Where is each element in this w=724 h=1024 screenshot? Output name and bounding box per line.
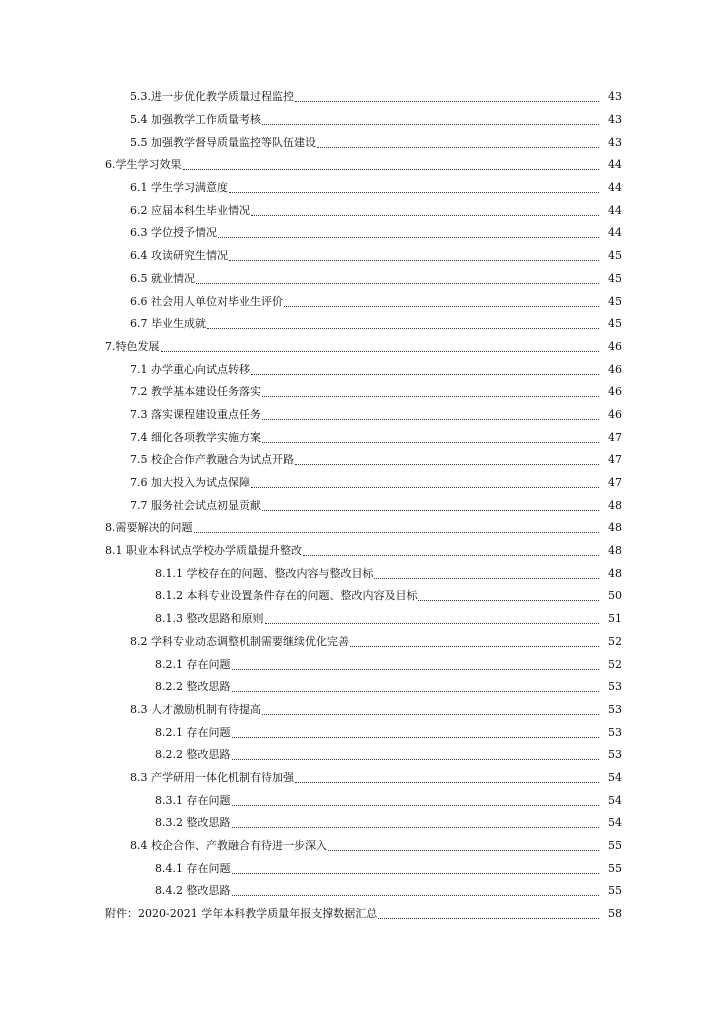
toc-entry[interactable] (0, 222, 724, 245)
toc-entry[interactable] (0, 699, 724, 722)
toc-dot-leader (295, 453, 599, 467)
toc-page-number: 52 (608, 657, 622, 671)
toc-entry-label: 7.1 办学重心向试点转移 (130, 362, 250, 376)
toc-page-number: 53 (608, 725, 622, 739)
toc-entry[interactable] (0, 789, 724, 812)
toc-dot-leader (262, 385, 599, 399)
toc-entry-label: 6.4 攻读研究生情况 (130, 249, 228, 263)
toc-entry[interactable] (0, 562, 724, 585)
toc-page-number: 51 (608, 612, 622, 626)
toc-dot-leader (232, 726, 600, 740)
toc-entry[interactable] (0, 268, 724, 291)
toc-dot-leader (374, 567, 599, 581)
toc-entry[interactable] (0, 290, 724, 313)
toc-dot-leader (251, 204, 599, 218)
toc-dot-leader (418, 589, 599, 603)
toc-page-number: 50 (608, 589, 622, 603)
toc-entry[interactable] (0, 199, 724, 222)
toc-entry-label: 8.2.2 整改思路 (155, 748, 231, 762)
toc-page-number: 54 (608, 816, 622, 830)
toc-dot-leader (284, 295, 599, 309)
toc-entry-label: 7.7 服务社会试点初显贡献 (130, 498, 261, 512)
toc-entry-label: 8.1 职业本科试点学校办学质量提升整改 (105, 544, 302, 558)
toc-page-number: 54 (608, 770, 622, 784)
toc-entry-label: 8.3 人才激励机制有待提高 (130, 702, 261, 716)
toc-dot-leader (232, 862, 600, 876)
toc-entry[interactable] (0, 880, 724, 903)
toc-page-number: 52 (608, 634, 622, 648)
toc-entry[interactable] (0, 767, 724, 790)
toc-page-number: 48 (608, 521, 622, 535)
toc-dot-leader (378, 907, 599, 921)
table-of-contents (0, 86, 724, 925)
toc-entry[interactable] (0, 631, 724, 654)
toc-entry-label: 7.2 教学基本建设任务落实 (130, 385, 261, 399)
toc-page-number: 43 (608, 90, 622, 104)
toc-dot-leader (265, 612, 600, 626)
toc-dot-leader (218, 226, 599, 240)
toc-page-number: 45 (608, 294, 622, 308)
toc-entry-label: 6.学生学习效果 (105, 158, 182, 172)
toc-entry-label: 8.2.2 整改思路 (155, 680, 231, 694)
toc-entry[interactable] (0, 676, 724, 699)
toc-entry[interactable] (0, 653, 724, 676)
toc-entry-label: 5.5 加强教学督导质量监控等队伍建设 (130, 135, 316, 149)
toc-entry-label: 7.特色发展 (105, 339, 160, 353)
toc-entry-label: 8.4.2 整改思路 (155, 884, 231, 898)
toc-entry-label: 8.1.2 本科专业设置条件存在的问题、整改内容及目标 (155, 589, 418, 603)
toc-entry-label: 8.1.3 整改思路和原则 (155, 612, 264, 626)
toc-entry-label: 6.7 毕业生成就 (130, 317, 206, 331)
toc-entry-label: 8.3 产学研用一体化机制有待加强 (130, 770, 294, 784)
toc-entry[interactable] (0, 472, 724, 495)
toc-entry-label: 7.3 落实课程建设重点任务 (130, 407, 261, 421)
toc-entry[interactable] (0, 903, 724, 926)
toc-entry-label: 6.2 应届本科生毕业情况 (130, 203, 250, 217)
toc-page-number: 44 (608, 158, 622, 172)
toc-entry[interactable] (0, 177, 724, 200)
toc-dot-leader (262, 431, 599, 445)
toc-dot-leader (317, 136, 599, 150)
toc-entry-label: 5.3.进一步优化教学质量过程监控 (130, 90, 294, 104)
toc-page-number: 43 (608, 135, 622, 149)
toc-page-number: 47 (608, 453, 622, 467)
toc-dot-leader (232, 884, 600, 898)
toc-entry-label: 附件：2020-2021 学年本科教学质量年报支撑数据汇总 (105, 907, 378, 921)
toc-dot-leader (328, 839, 599, 853)
toc-entry[interactable] (0, 109, 724, 132)
toc-entry[interactable] (0, 608, 724, 631)
toc-dot-leader (232, 816, 600, 830)
toc-page-number: 53 (608, 748, 622, 762)
toc-dot-leader (207, 317, 599, 331)
toc-entry[interactable] (0, 131, 724, 154)
toc-entry-label: 6.5 就业情况 (130, 271, 195, 285)
toc-entry[interactable] (0, 835, 724, 858)
toc-page-number: 48 (608, 544, 622, 558)
toc-entry[interactable] (0, 358, 724, 381)
toc-page-number: 44 (608, 226, 622, 240)
toc-page-number: 46 (608, 339, 622, 353)
toc-entry[interactable] (0, 313, 724, 336)
toc-entry-label: 8.2.1 存在问题 (155, 725, 231, 739)
toc-entry-label: 8.4 校企合作、产教融合有待进一步深入 (130, 839, 327, 853)
toc-dot-leader (251, 363, 599, 377)
toc-entry-label: 8.3.1 存在问题 (155, 793, 231, 807)
toc-dot-leader (232, 794, 600, 808)
toc-page-number: 45 (608, 249, 622, 263)
toc-entry[interactable] (0, 540, 724, 563)
toc-dot-leader (183, 158, 600, 172)
toc-page-number: 48 (608, 566, 622, 580)
toc-page-number: 55 (608, 884, 622, 898)
toc-entry-label: 6.1 学生学习满意度 (130, 181, 228, 195)
toc-entry[interactable] (0, 404, 724, 427)
toc-entry-label: 6.6 社会用人单位对毕业生评价 (130, 294, 283, 308)
toc-page-number: 48 (608, 498, 622, 512)
toc-entry[interactable] (0, 86, 724, 109)
toc-entry[interactable] (0, 245, 724, 268)
toc-page-number: 44 (608, 203, 622, 217)
toc-page-number: 54 (608, 793, 622, 807)
toc-entry[interactable] (0, 721, 724, 744)
toc-entry-label: 8.3.2 整改思路 (155, 816, 231, 830)
toc-entry[interactable] (0, 585, 724, 608)
toc-page-number: 46 (608, 362, 622, 376)
toc-entry[interactable] (0, 336, 724, 359)
toc-page-number: 45 (608, 317, 622, 331)
toc-entry-label: 8.2 学科专业动态调整机制需要继续优化完善 (130, 634, 349, 648)
toc-page-number: 55 (608, 861, 622, 875)
toc-dot-leader (295, 90, 599, 104)
toc-page-number: 55 (608, 839, 622, 853)
toc-entry[interactable] (0, 426, 724, 449)
toc-entry[interactable] (0, 494, 724, 517)
toc-entry[interactable] (0, 857, 724, 880)
toc-entry-label: 7.5 校企合作产教融合为试点开路 (130, 453, 294, 467)
toc-page-number: 53 (608, 680, 622, 694)
toc-page-number: 58 (608, 907, 622, 921)
toc-dot-leader (262, 408, 599, 422)
toc-page-number: 46 (608, 385, 622, 399)
toc-entry-label: 7.4 细化各项教学实施方案 (130, 430, 261, 444)
toc-entry-label: 6.3 学位授予情况 (130, 226, 217, 240)
toc-entry[interactable] (0, 381, 724, 404)
toc-dot-leader (295, 771, 599, 785)
toc-entry-label: 8.2.1 存在问题 (155, 657, 231, 671)
toc-entry-label: 8.1.1 学校存在的问题、整改内容与整改目标 (155, 566, 374, 580)
toc-page-number: 47 (608, 476, 622, 490)
toc-page-number: 46 (608, 407, 622, 421)
toc-dot-leader (161, 340, 600, 354)
toc-dot-leader (229, 181, 599, 195)
toc-dot-leader (232, 680, 600, 694)
toc-dot-leader (350, 635, 599, 649)
toc-dot-leader (251, 476, 599, 490)
toc-entry-label: 5.4 加强教学工作质量考核 (130, 113, 261, 127)
toc-dot-leader (232, 748, 600, 762)
toc-page-number: 53 (608, 702, 622, 716)
toc-page-number: 47 (608, 430, 622, 444)
toc-page-number: 45 (608, 271, 622, 285)
toc-entry-label: 7.6 加大投入为试点保障 (130, 476, 250, 490)
toc-entry[interactable] (0, 449, 724, 472)
toc-entry[interactable] (0, 812, 724, 835)
toc-entry[interactable] (0, 517, 724, 540)
toc-dot-leader (232, 658, 600, 672)
toc-dot-leader (303, 544, 599, 558)
toc-entry[interactable] (0, 744, 724, 767)
toc-dot-leader (196, 272, 599, 286)
toc-entry-label: 8.需要解决的问题 (105, 521, 193, 535)
toc-entry-label: 8.4.1 存在问题 (155, 861, 231, 875)
toc-dot-leader (262, 499, 599, 513)
toc-entry[interactable] (0, 154, 724, 177)
toc-page-number: 44 (608, 181, 622, 195)
toc-page-number: 43 (608, 113, 622, 127)
toc-dot-leader (262, 113, 599, 127)
toc-dot-leader (194, 521, 600, 535)
toc-dot-leader (262, 703, 599, 717)
toc-dot-leader (229, 249, 599, 263)
